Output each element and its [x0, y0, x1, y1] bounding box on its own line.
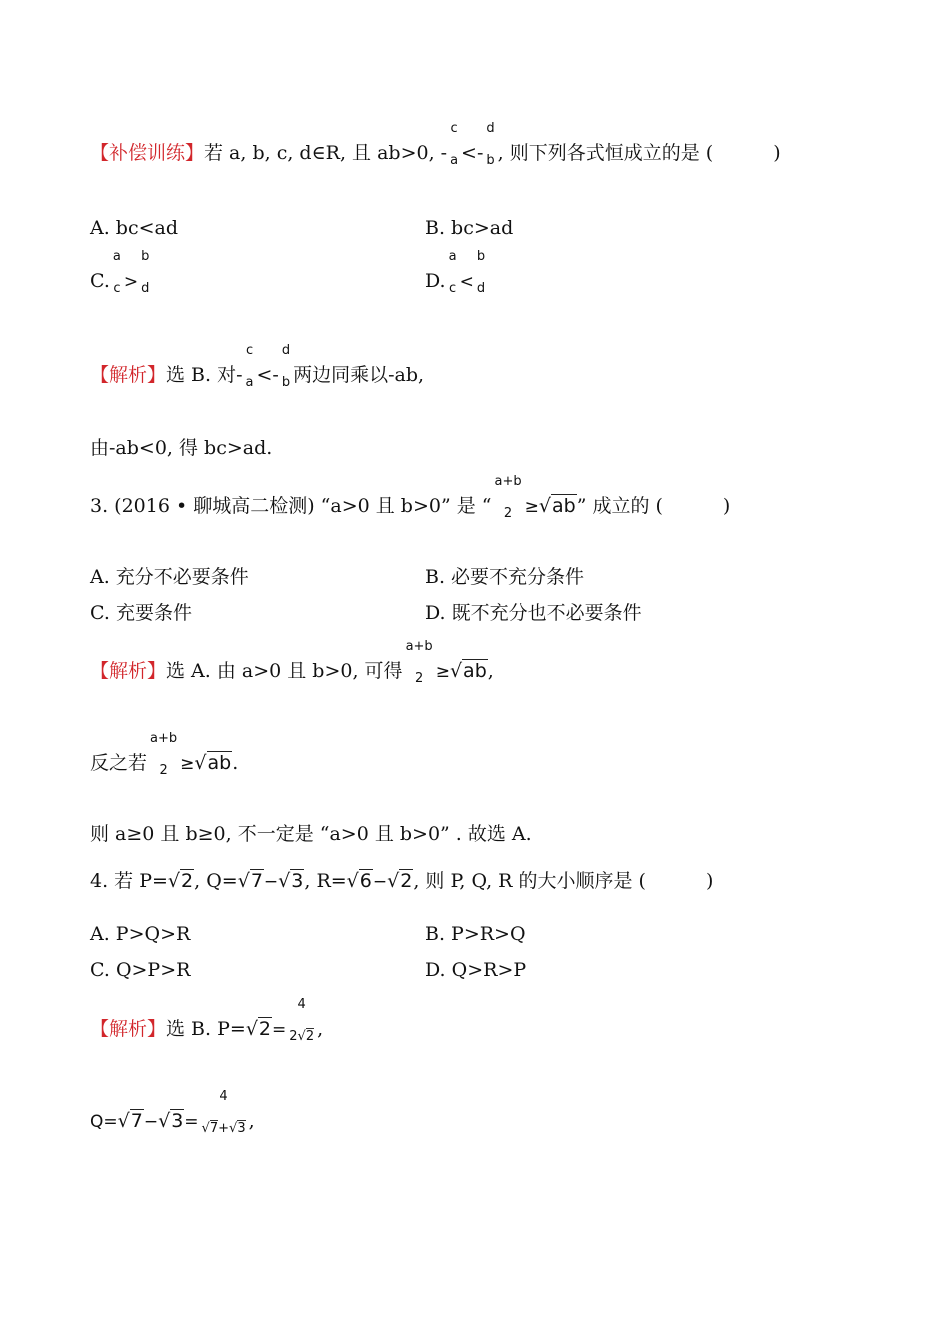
- answer-paren: ): [705, 870, 714, 892]
- solution-tag: 【解析】: [90, 364, 167, 386]
- option-d: D. 既不充分也不必要条件: [425, 602, 642, 624]
- question-text: , R=: [304, 870, 347, 892]
- radicand: 3: [237, 1121, 246, 1136]
- solution-3-line-3: 则 a≥0 且 b≥0, 不一定是 “a>0 且 b>0” . 故选 A.: [90, 823, 532, 845]
- solution-1-line-2: 由-ab<0, 得 bc>ad.: [90, 437, 273, 459]
- radicand: 7: [250, 870, 263, 892]
- solution-4: [90, 997, 324, 1044]
- fraction-d-over-b: [280, 343, 292, 390]
- numerator: d: [281, 343, 291, 358]
- sqrt-7: √7: [237, 870, 263, 892]
- solution-tag: 【解析】: [90, 660, 167, 682]
- practice-question: [90, 121, 781, 168]
- radicand: 3: [291, 870, 304, 892]
- question-3: [90, 474, 731, 521]
- answer-paren: ): [773, 142, 781, 164]
- solution-text: Q=: [90, 1112, 118, 1132]
- operator: <-: [461, 142, 484, 164]
- denominator: a: [450, 153, 459, 168]
- operator: −: [143, 1112, 159, 1132]
- question-text: ” 成立的 (: [576, 495, 663, 517]
- operator: <-: [256, 364, 279, 386]
- radicand: 3: [171, 1110, 184, 1132]
- sqrt-3: √3: [158, 1110, 184, 1132]
- option-c: C. Q>P>R: [90, 959, 191, 981]
- operator: ≥: [435, 662, 450, 682]
- answer-paren: ): [722, 495, 731, 517]
- radicand: 2: [305, 1029, 315, 1044]
- denominator: b: [281, 375, 291, 390]
- option-b: B. bc>ad: [425, 217, 514, 239]
- option-label: C.: [90, 270, 110, 292]
- question-text: 4. 若 P=: [90, 870, 168, 892]
- fraction-a-plus-b-over-2: [404, 639, 435, 686]
- numerator: a+b: [150, 731, 178, 746]
- denominator: d: [141, 281, 150, 296]
- solution-text: 两边同乘以-ab,: [293, 364, 425, 386]
- solution-3-line-2: [90, 731, 239, 778]
- numerator: 4: [297, 997, 306, 1012]
- fraction-4-over-sqrt7-plus-sqrt3: [200, 1089, 248, 1136]
- denominator: 2: [159, 763, 168, 778]
- radicand: 2: [181, 870, 194, 892]
- option-b: B. 必要不充分条件: [425, 566, 585, 588]
- solution-text: 选 B. 对-: [166, 364, 243, 386]
- operator: =: [184, 1112, 199, 1132]
- numerator: b: [141, 249, 150, 264]
- numerator: c: [450, 121, 458, 136]
- solution-4-line-2: [90, 1089, 255, 1136]
- operator: <: [459, 272, 474, 292]
- numerator: a: [112, 249, 121, 264]
- question-text: , 则 P, Q, R 的大小顺序是 (: [413, 870, 646, 892]
- solution-tag: 【解析】: [90, 1018, 167, 1040]
- operator: =: [272, 1020, 287, 1040]
- option-a: A. P>Q>R: [90, 923, 191, 945]
- punctuation: ,: [248, 1110, 255, 1132]
- numerator: c: [245, 343, 254, 358]
- sqrt-2: √2: [245, 1018, 272, 1040]
- option-label: D.: [425, 270, 446, 292]
- denominator: a: [245, 375, 254, 390]
- operator: +: [218, 1121, 230, 1136]
- solution-text: 反之若: [90, 752, 148, 774]
- option-d: [425, 249, 488, 296]
- punctuation: ,: [487, 660, 494, 682]
- fraction-a-plus-b-over-2: [148, 731, 179, 778]
- sqrt-ab: √ab: [194, 752, 232, 774]
- operator: −: [372, 872, 388, 892]
- numerator: d: [486, 121, 495, 136]
- operator: >: [123, 272, 139, 292]
- denominator: 2: [503, 506, 513, 521]
- coefficient: 2: [289, 1029, 298, 1044]
- punctuation: ,: [317, 1018, 324, 1040]
- solution-1: [90, 343, 425, 390]
- fraction-4-over-2sqrt2: [287, 997, 316, 1044]
- sqrt-ab: √ab: [449, 660, 487, 682]
- sqrt-2: √2: [387, 870, 413, 892]
- numerator: a+b: [405, 639, 433, 654]
- question-4: [90, 869, 713, 894]
- fraction-a-over-c: [447, 249, 459, 296]
- radicand: 7: [209, 1121, 219, 1136]
- operator: ≥: [180, 754, 195, 774]
- question-text: , Q=: [194, 870, 238, 892]
- fraction-c-over-a: [244, 343, 256, 390]
- option-c: C. 充要条件: [90, 602, 192, 624]
- operator: −: [263, 872, 279, 892]
- operator: ≥: [524, 497, 539, 517]
- numerator: 4: [219, 1089, 228, 1104]
- option-b: B. P>R>Q: [425, 923, 526, 945]
- solution-3: [90, 639, 494, 686]
- fraction-d-over-b: [484, 121, 496, 168]
- solution-text: 选 A. 由 a>0 且 b>0, 可得: [166, 660, 403, 682]
- option-c: [90, 249, 152, 296]
- option-a: A. 充分不必要条件: [90, 566, 249, 588]
- option-a: A. bc<ad: [90, 217, 179, 239]
- denominator: d: [476, 281, 486, 296]
- denominator: c: [449, 281, 457, 296]
- question-text: , 则下列各式恒成立的是 (: [497, 142, 714, 164]
- radicand: 2: [258, 1018, 272, 1040]
- sqrt-6: √6: [346, 870, 372, 892]
- sqrt-2: √2: [167, 870, 194, 892]
- option-d: D. Q>R>P: [425, 959, 527, 981]
- fraction-b-over-d: [475, 249, 487, 296]
- solution-text: 选 B. P=: [166, 1018, 246, 1040]
- question-text: 若 a, b, c, d∈R, 且 ab>0, -: [204, 142, 448, 164]
- sqrt-3: √3: [278, 870, 304, 892]
- practice-tag: 【补偿训练】: [90, 142, 205, 164]
- radicand: ab: [207, 752, 232, 774]
- sqrt-7: √7: [117, 1110, 143, 1132]
- denominator: c: [113, 281, 121, 296]
- denominator: b: [486, 153, 495, 168]
- numerator: a+b: [494, 474, 522, 489]
- denominator: √7+√3: [201, 1121, 246, 1136]
- fraction-a-plus-b-over-2: [492, 474, 523, 521]
- numerator: b: [476, 249, 486, 264]
- radicand: 2: [400, 870, 413, 892]
- sqrt-ab: √ab: [538, 495, 576, 517]
- numerator: a: [448, 249, 457, 264]
- radicand: ab: [551, 495, 576, 517]
- radicand: ab: [463, 660, 487, 682]
- denominator: 2: [414, 671, 424, 686]
- question-text: 3. (2016 • 聊城高二检测) “a>0 且 b>0” 是 “: [90, 495, 492, 517]
- fraction-a-over-c: [111, 249, 123, 296]
- punctuation: .: [232, 752, 239, 774]
- fraction-c-over-a: [448, 121, 460, 168]
- radicand: 6: [359, 870, 372, 892]
- radicand: 7: [130, 1110, 143, 1132]
- denominator: 2√2: [289, 1029, 315, 1044]
- fraction-b-over-d: [139, 249, 151, 296]
